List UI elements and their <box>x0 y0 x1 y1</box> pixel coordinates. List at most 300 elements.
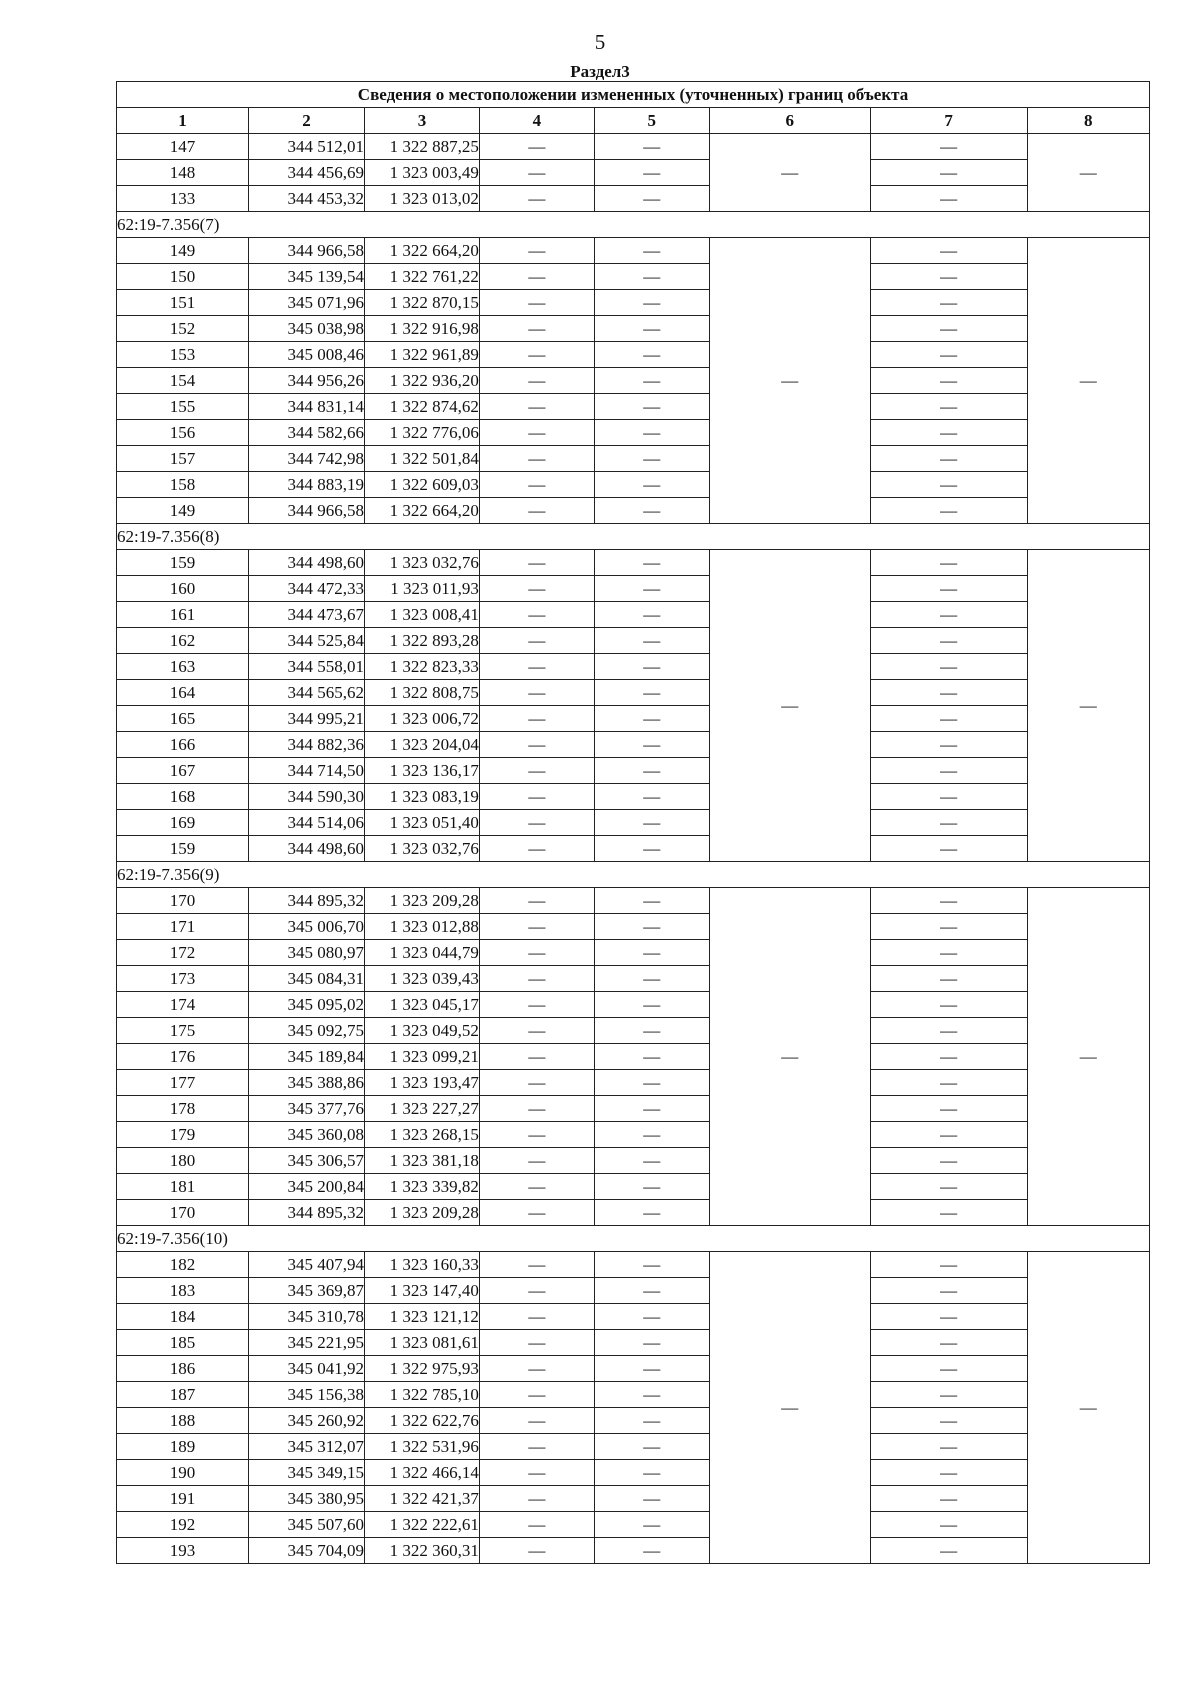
coordinate-x: 345 407,94 <box>249 1252 365 1278</box>
column-4-dash: — <box>479 1434 594 1460</box>
coordinate-x: 345 041,92 <box>249 1356 365 1382</box>
coordinate-y: 1 323 227,27 <box>365 1096 480 1122</box>
column-8-merged-dash: — <box>1027 134 1149 212</box>
column-4-dash: — <box>479 576 594 602</box>
table-body <box>117 134 1150 1564</box>
column-7-dash: — <box>870 1486 1027 1512</box>
column-4-dash: — <box>479 1512 594 1538</box>
coordinate-y: 1 322 808,75 <box>365 680 480 706</box>
coordinate-y: 1 322 936,20 <box>365 368 480 394</box>
point-number: 170 <box>117 1200 249 1226</box>
table-row <box>117 706 1150 732</box>
table-row <box>117 1356 1150 1382</box>
coordinate-y: 1 322 776,06 <box>365 420 480 446</box>
table-row <box>117 368 1150 394</box>
column-8-merged-dash: — <box>1027 888 1149 1226</box>
point-number: 186 <box>117 1356 249 1382</box>
column-7-dash: — <box>870 836 1027 862</box>
page-number: 5 <box>594 30 606 54</box>
point-number: 158 <box>117 472 249 498</box>
column-5-dash: — <box>594 1460 709 1486</box>
table-row <box>117 1018 1150 1044</box>
coordinate-y: 1 323 136,17 <box>365 758 480 784</box>
coordinate-x: 344 498,60 <box>249 836 365 862</box>
coordinate-x: 345 092,75 <box>249 1018 365 1044</box>
column-4-dash: — <box>479 1408 594 1434</box>
table-row <box>117 628 1150 654</box>
column-5-dash: — <box>594 576 709 602</box>
column-4-dash: — <box>479 732 594 758</box>
coordinate-y: 1 322 609,03 <box>365 472 480 498</box>
column-7-dash: — <box>870 940 1027 966</box>
coordinate-x: 345 369,87 <box>249 1278 365 1304</box>
coordinate-y: 1 323 339,82 <box>365 1174 480 1200</box>
point-number: 183 <box>117 1278 249 1304</box>
coordinate-y: 1 322 823,33 <box>365 654 480 680</box>
coordinate-y: 1 323 006,72 <box>365 706 480 732</box>
table-row <box>117 186 1150 212</box>
column-4-dash: — <box>479 1382 594 1408</box>
coordinate-y: 1 322 664,20 <box>365 238 480 264</box>
column-5-dash: — <box>594 394 709 420</box>
column-4-dash: — <box>479 316 594 342</box>
group-label: 62:19-7.356(9) <box>117 862 1150 888</box>
column-7-dash: — <box>870 732 1027 758</box>
coordinate-x: 345 006,70 <box>249 914 365 940</box>
table-title: Сведения о местоположении измененных (уточненных) границ объекта <box>117 82 1150 108</box>
coordinate-x: 345 380,95 <box>249 1486 365 1512</box>
column-7-dash: — <box>870 1304 1027 1330</box>
column-number: 6 <box>709 108 870 134</box>
column-5-dash: — <box>594 472 709 498</box>
column-number: 7 <box>870 108 1027 134</box>
column-7-dash: — <box>870 680 1027 706</box>
point-number: 193 <box>117 1538 249 1564</box>
column-7-dash: — <box>870 368 1027 394</box>
table-row <box>117 602 1150 628</box>
column-7-dash: — <box>870 290 1027 316</box>
coordinate-y: 1 322 421,37 <box>365 1486 480 1512</box>
point-number: 148 <box>117 160 249 186</box>
point-number: 133 <box>117 186 249 212</box>
column-7-dash: — <box>870 992 1027 1018</box>
column-4-dash: — <box>479 1122 594 1148</box>
coordinate-x: 344 456,69 <box>249 160 365 186</box>
point-number: 184 <box>117 1304 249 1330</box>
point-number: 165 <box>117 706 249 732</box>
coordinate-y: 1 323 083,19 <box>365 784 480 810</box>
column-7-dash: — <box>870 1148 1027 1174</box>
table-row <box>117 316 1150 342</box>
column-4-dash: — <box>479 706 594 732</box>
coordinate-y: 1 323 147,40 <box>365 1278 480 1304</box>
column-7-dash: — <box>870 1460 1027 1486</box>
column-5-dash: — <box>594 888 709 914</box>
point-number: 147 <box>117 134 249 160</box>
group-header-row <box>117 1226 1150 1252</box>
column-4-dash: — <box>479 446 594 472</box>
column-5-dash: — <box>594 264 709 290</box>
coordinate-y: 1 322 501,84 <box>365 446 480 472</box>
point-number: 178 <box>117 1096 249 1122</box>
column-number: 5 <box>594 108 709 134</box>
coordinate-y: 1 323 003,49 <box>365 160 480 186</box>
column-7-dash: — <box>870 1434 1027 1460</box>
column-5-dash: — <box>594 1122 709 1148</box>
coordinate-x: 345 704,09 <box>249 1538 365 1564</box>
coordinate-y: 1 323 039,43 <box>365 966 480 992</box>
point-number: 169 <box>117 810 249 836</box>
column-5-dash: — <box>594 1174 709 1200</box>
column-4-dash: — <box>479 1096 594 1122</box>
column-5-dash: — <box>594 1200 709 1226</box>
point-number: 181 <box>117 1174 249 1200</box>
point-number: 154 <box>117 368 249 394</box>
table-row <box>117 264 1150 290</box>
column-number: 4 <box>479 108 594 134</box>
point-number: 167 <box>117 758 249 784</box>
point-number: 176 <box>117 1044 249 1070</box>
column-7-dash: — <box>870 1538 1027 1564</box>
column-7-dash: — <box>870 966 1027 992</box>
coordinate-x: 345 306,57 <box>249 1148 365 1174</box>
column-5-dash: — <box>594 1148 709 1174</box>
coordinate-x: 345 095,02 <box>249 992 365 1018</box>
column-4-dash: — <box>479 1330 594 1356</box>
column-4-dash: — <box>479 1278 594 1304</box>
point-number: 190 <box>117 1460 249 1486</box>
coordinate-x: 344 831,14 <box>249 394 365 420</box>
column-4-dash: — <box>479 1044 594 1070</box>
table-row <box>117 732 1150 758</box>
coordinate-x: 344 525,84 <box>249 628 365 654</box>
coordinate-x: 345 360,08 <box>249 1122 365 1148</box>
table-row <box>117 1512 1150 1538</box>
column-5-dash: — <box>594 940 709 966</box>
point-number: 174 <box>117 992 249 1018</box>
column-4-dash: — <box>479 940 594 966</box>
column-4-dash: — <box>479 654 594 680</box>
table-row <box>117 680 1150 706</box>
coordinate-x: 345 189,84 <box>249 1044 365 1070</box>
coordinate-y: 1 322 360,31 <box>365 1538 480 1564</box>
point-number: 157 <box>117 446 249 472</box>
column-4-dash: — <box>479 602 594 628</box>
coordinate-y: 1 323 268,15 <box>365 1122 480 1148</box>
table-title-row <box>117 82 1150 108</box>
table-row <box>117 1252 1150 1278</box>
point-number: 175 <box>117 1018 249 1044</box>
table-row <box>117 654 1150 680</box>
point-number: 170 <box>117 888 249 914</box>
coordinate-y: 1 322 622,76 <box>365 1408 480 1434</box>
group-header-row <box>117 862 1150 888</box>
table-row <box>117 940 1150 966</box>
column-5-dash: — <box>594 1096 709 1122</box>
column-5-dash: — <box>594 550 709 576</box>
table-row <box>117 810 1150 836</box>
column-7-dash: — <box>870 160 1027 186</box>
column-5-dash: — <box>594 290 709 316</box>
column-5-dash: — <box>594 420 709 446</box>
column-4-dash: — <box>479 134 594 160</box>
column-5-dash: — <box>594 160 709 186</box>
column-7-dash: — <box>870 1278 1027 1304</box>
column-7-dash: — <box>870 316 1027 342</box>
column-5-dash: — <box>594 446 709 472</box>
column-5-dash: — <box>594 1278 709 1304</box>
coordinate-y: 1 322 893,28 <box>365 628 480 654</box>
coordinate-x: 344 714,50 <box>249 758 365 784</box>
column-7-dash: — <box>870 472 1027 498</box>
coordinate-y: 1 323 051,40 <box>365 810 480 836</box>
column-5-dash: — <box>594 1044 709 1070</box>
column-4-dash: — <box>479 1200 594 1226</box>
column-8-merged-dash: — <box>1027 550 1149 862</box>
column-4-dash: — <box>479 368 594 394</box>
column-4-dash: — <box>479 420 594 446</box>
coordinate-y: 1 322 664,20 <box>365 498 480 524</box>
point-number: 149 <box>117 238 249 264</box>
column-4-dash: — <box>479 1174 594 1200</box>
coordinate-x: 344 742,98 <box>249 446 365 472</box>
column-5-dash: — <box>594 966 709 992</box>
table-row <box>117 1486 1150 1512</box>
column-4-dash: — <box>479 472 594 498</box>
group-header-row <box>117 212 1150 238</box>
column-7-dash: — <box>870 394 1027 420</box>
table-row <box>117 420 1150 446</box>
column-5-dash: — <box>594 1330 709 1356</box>
column-5-dash: — <box>594 914 709 940</box>
coordinate-x: 344 565,62 <box>249 680 365 706</box>
point-number: 149 <box>117 498 249 524</box>
column-5-dash: — <box>594 992 709 1018</box>
column-4-dash: — <box>479 1252 594 1278</box>
column-7-dash: — <box>870 186 1027 212</box>
coordinate-y: 1 322 916,98 <box>365 316 480 342</box>
column-4-dash: — <box>479 628 594 654</box>
column-4-dash: — <box>479 1304 594 1330</box>
coordinate-x: 345 071,96 <box>249 290 365 316</box>
column-7-dash: — <box>870 1044 1027 1070</box>
column-7-dash: — <box>870 888 1027 914</box>
group-label: 62:19-7.356(7) <box>117 212 1150 238</box>
table-row <box>117 1330 1150 1356</box>
column-6-merged-dash: — <box>709 238 870 524</box>
table-row <box>117 1408 1150 1434</box>
column-4-dash: — <box>479 342 594 368</box>
coordinate-x: 345 200,84 <box>249 1174 365 1200</box>
point-number: 179 <box>117 1122 249 1148</box>
point-number: 185 <box>117 1330 249 1356</box>
point-number: 151 <box>117 290 249 316</box>
column-7-dash: — <box>870 654 1027 680</box>
column-5-dash: — <box>594 134 709 160</box>
coordinate-y: 1 323 381,18 <box>365 1148 480 1174</box>
column-4-dash: — <box>479 550 594 576</box>
coordinate-y: 1 322 874,62 <box>365 394 480 420</box>
point-number: 173 <box>117 966 249 992</box>
coordinate-y: 1 323 032,76 <box>365 836 480 862</box>
column-7-dash: — <box>870 1122 1027 1148</box>
point-number: 164 <box>117 680 249 706</box>
column-4-dash: — <box>479 992 594 1018</box>
table-row <box>117 1382 1150 1408</box>
point-number: 162 <box>117 628 249 654</box>
table-row <box>117 1200 1150 1226</box>
point-number: 172 <box>117 940 249 966</box>
column-6-merged-dash: — <box>709 888 870 1226</box>
column-4-dash: — <box>479 1486 594 1512</box>
column-5-dash: — <box>594 654 709 680</box>
point-number: 171 <box>117 914 249 940</box>
coordinate-y: 1 322 466,14 <box>365 1460 480 1486</box>
table-row <box>117 784 1150 810</box>
coordinate-x: 344 514,06 <box>249 810 365 836</box>
column-5-dash: — <box>594 1070 709 1096</box>
column-8-merged-dash: — <box>1027 238 1149 524</box>
column-5-dash: — <box>594 1252 709 1278</box>
column-number: 8 <box>1027 108 1149 134</box>
coordinate-y: 1 323 209,28 <box>365 888 480 914</box>
coordinate-x: 345 221,95 <box>249 1330 365 1356</box>
column-5-dash: — <box>594 1408 709 1434</box>
column-6-merged-dash: — <box>709 134 870 212</box>
coordinate-y: 1 323 012,88 <box>365 914 480 940</box>
column-7-dash: — <box>870 1096 1027 1122</box>
column-7-dash: — <box>870 1070 1027 1096</box>
column-7-dash: — <box>870 1356 1027 1382</box>
column-4-dash: — <box>479 160 594 186</box>
column-5-dash: — <box>594 628 709 654</box>
column-7-dash: — <box>870 498 1027 524</box>
column-8-merged-dash: — <box>1027 1252 1149 1564</box>
coordinate-y: 1 322 531,96 <box>365 1434 480 1460</box>
table-row <box>117 1122 1150 1148</box>
column-4-dash: — <box>479 1018 594 1044</box>
point-number: 166 <box>117 732 249 758</box>
coordinate-y: 1 323 032,76 <box>365 550 480 576</box>
coordinate-x: 344 895,32 <box>249 888 365 914</box>
coordinate-y: 1 322 975,93 <box>365 1356 480 1382</box>
table-row <box>117 498 1150 524</box>
table-row <box>117 914 1150 940</box>
column-7-dash: — <box>870 1408 1027 1434</box>
column-5-dash: — <box>594 1382 709 1408</box>
column-4-dash: — <box>479 498 594 524</box>
coordinate-x: 344 590,30 <box>249 784 365 810</box>
column-4-dash: — <box>479 1070 594 1096</box>
point-number: 182 <box>117 1252 249 1278</box>
coordinate-x: 345 139,54 <box>249 264 365 290</box>
column-7-dash: — <box>870 420 1027 446</box>
point-number: 180 <box>117 1148 249 1174</box>
coordinate-x: 345 008,46 <box>249 342 365 368</box>
section-label: Раздел3 <box>570 62 630 81</box>
column-5-dash: — <box>594 1356 709 1382</box>
table-row <box>117 1538 1150 1564</box>
column-5-dash: — <box>594 368 709 394</box>
table-row <box>117 966 1150 992</box>
table-row <box>117 1460 1150 1486</box>
point-number: 150 <box>117 264 249 290</box>
column-7-dash: — <box>870 446 1027 472</box>
point-number: 160 <box>117 576 249 602</box>
point-number: 192 <box>117 1512 249 1538</box>
coordinate-y: 1 323 204,04 <box>365 732 480 758</box>
coordinate-x: 344 558,01 <box>249 654 365 680</box>
coordinate-y: 1 322 785,10 <box>365 1382 480 1408</box>
coordinate-x: 345 349,15 <box>249 1460 365 1486</box>
column-5-dash: — <box>594 836 709 862</box>
column-4-dash: — <box>479 186 594 212</box>
table-row <box>117 758 1150 784</box>
point-number: 177 <box>117 1070 249 1096</box>
coordinate-x: 345 260,92 <box>249 1408 365 1434</box>
column-4-dash: — <box>479 1460 594 1486</box>
column-5-dash: — <box>594 602 709 628</box>
table-row <box>117 394 1150 420</box>
column-4-dash: — <box>479 836 594 862</box>
point-number: 159 <box>117 550 249 576</box>
group-label: 62:19-7.356(8) <box>117 524 1150 550</box>
column-7-dash: — <box>870 1174 1027 1200</box>
column-4-dash: — <box>479 888 594 914</box>
coordinate-y: 1 323 193,47 <box>365 1070 480 1096</box>
coordinate-x: 345 084,31 <box>249 966 365 992</box>
coordinate-x: 345 312,07 <box>249 1434 365 1460</box>
column-5-dash: — <box>594 1018 709 1044</box>
column-5-dash: — <box>594 238 709 264</box>
point-number: 188 <box>117 1408 249 1434</box>
column-4-dash: — <box>479 394 594 420</box>
column-4-dash: — <box>479 758 594 784</box>
column-7-dash: — <box>870 810 1027 836</box>
coordinate-x: 345 038,98 <box>249 316 365 342</box>
column-number: 2 <box>249 108 365 134</box>
column-4-dash: — <box>479 264 594 290</box>
group-label: 62:19-7.356(10) <box>117 1226 1150 1252</box>
coordinate-y: 1 322 887,25 <box>365 134 480 160</box>
column-4-dash: — <box>479 914 594 940</box>
point-number: 191 <box>117 1486 249 1512</box>
table-row <box>117 1304 1150 1330</box>
table-row <box>117 342 1150 368</box>
coordinate-x: 345 377,76 <box>249 1096 365 1122</box>
column-5-dash: — <box>594 1512 709 1538</box>
coordinate-y: 1 322 961,89 <box>365 342 480 368</box>
table-row <box>117 1434 1150 1460</box>
column-6-merged-dash: — <box>709 550 870 862</box>
column-number: 1 <box>117 108 249 134</box>
point-number: 155 <box>117 394 249 420</box>
table-row <box>117 160 1150 186</box>
table-row <box>117 446 1150 472</box>
coordinate-x: 344 582,66 <box>249 420 365 446</box>
table-row <box>117 1148 1150 1174</box>
coordinate-y: 1 323 045,17 <box>365 992 480 1018</box>
table-row <box>117 1044 1150 1070</box>
table-row <box>117 1070 1150 1096</box>
group-header-row <box>117 524 1150 550</box>
coordinate-x: 344 512,01 <box>249 134 365 160</box>
coordinate-x: 344 995,21 <box>249 706 365 732</box>
coordinate-x: 345 156,38 <box>249 1382 365 1408</box>
column-4-dash: — <box>479 680 594 706</box>
column-7-dash: — <box>870 264 1027 290</box>
point-number: 163 <box>117 654 249 680</box>
